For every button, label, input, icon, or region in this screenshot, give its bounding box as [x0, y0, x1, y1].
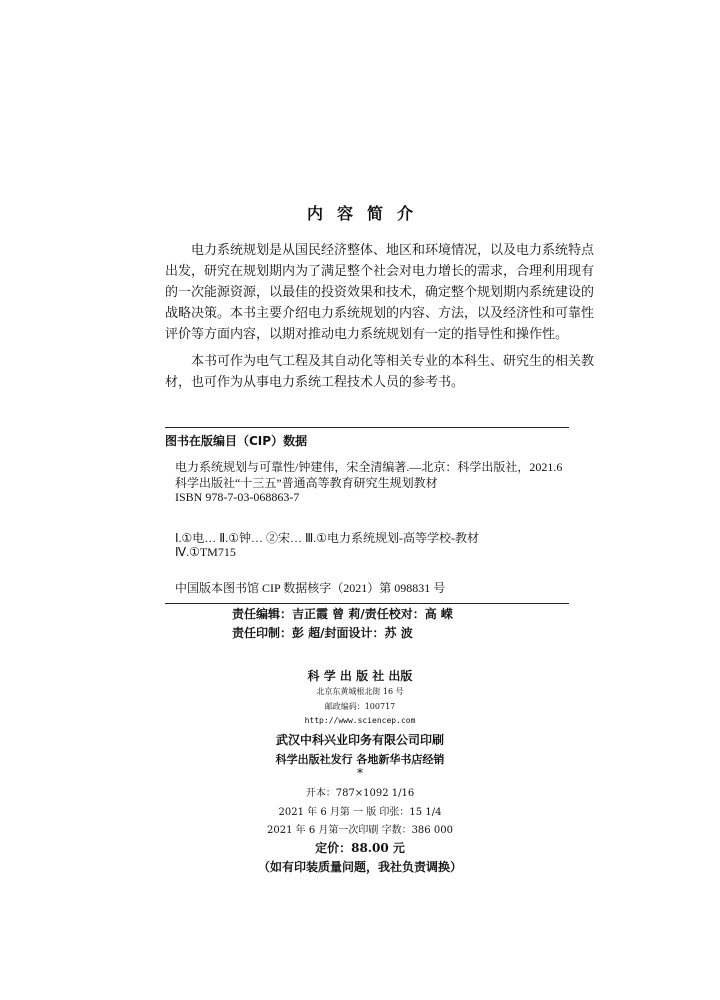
summary-paragraph-1	[165, 240, 595, 345]
cip-classification-1: Ⅰ.①电… Ⅱ.①钟… ②宋… Ⅲ.①电力系统规划-高等学校-教材	[175, 531, 479, 545]
quality-notice: （如有印装质量问题，我社负责调换）	[257, 860, 462, 874]
summary-p2-line-1: 本书可作为电气工程及其自动化等相关专业的本科生、研究生的相关教	[191, 354, 595, 369]
distribution: 科学出版社发行 各地新华书店经销	[275, 753, 445, 766]
summary-p1-line-3: 的一次能源资源，以最佳的投资效果和技术，确定整个规划期内系统建设的	[165, 285, 595, 300]
cip-line-1: 电力系统规划与可靠性/钟建伟，宋全清编著.—北京：科学出版社，2021.6	[175, 460, 563, 474]
edition-info: 2021 年 6 月第 一 版 印张：15 1/4	[278, 807, 442, 818]
publisher-postcode: 邮政编码：100717	[324, 702, 396, 711]
publisher-website: http://www.sciencep.com	[304, 716, 416, 725]
cip-classification-2: Ⅳ.①TM715	[175, 545, 236, 559]
cip-record-number: 中国版本图书馆 CIP 数据核字（2021）第 098831 号	[175, 581, 446, 595]
cip-isbn: ISBN 978-7-03-068863-7	[175, 490, 300, 504]
cip-line-2: 科学出版社“十三五”普通高等教育研究生规划教材	[175, 476, 438, 490]
separator-star: *	[357, 766, 363, 780]
summary-title: 内容简介	[306, 204, 427, 223]
summary-paragraph-2	[165, 351, 595, 393]
book-format: 开本：787×1092 1/16	[305, 788, 415, 799]
printer: 武汉中科兴业印务有限公司印刷	[275, 733, 444, 747]
staff-line-2: 责任印制：彭 超/封面设计：苏 波	[232, 626, 413, 640]
price: 定价：88.00 元	[315, 841, 405, 855]
cip-header: 图书在版编目（CIP）数据	[165, 434, 308, 448]
publisher-name: 科 学 出 版 社 出版	[307, 669, 413, 683]
summary-p1-line-2: 出发，研究在规划期内为了满足整个社会对电力增长的需求，合理利用现有	[165, 264, 595, 279]
cip-data-box	[165, 427, 569, 604]
summary-p2-line-2: 材，也可作为从事电力系统工程技术人员的参考书。	[165, 375, 465, 390]
printing-info: 2021 年 6 月第一次印刷 字数：386 000	[267, 825, 453, 836]
staff-line-1: 责任编辑：吉正霞 曾 莉/责任校对：高 嵘	[232, 607, 453, 621]
summary-p1-line-5: 评价等方面内容，以期对推动电力系统规划有一定的指导性和操作性。	[165, 327, 569, 342]
summary-p1-line-4: 战略决策。本书主要介绍电力系统规划的内容、方法，以及经济性和可靠性	[165, 306, 595, 321]
publisher-address: 北京东黄城根北街 16 号	[316, 687, 404, 696]
summary-p1-line-1: 电力系统规划是从国民经济整体、地区和环境情况，以及电力系统特点	[191, 243, 595, 258]
